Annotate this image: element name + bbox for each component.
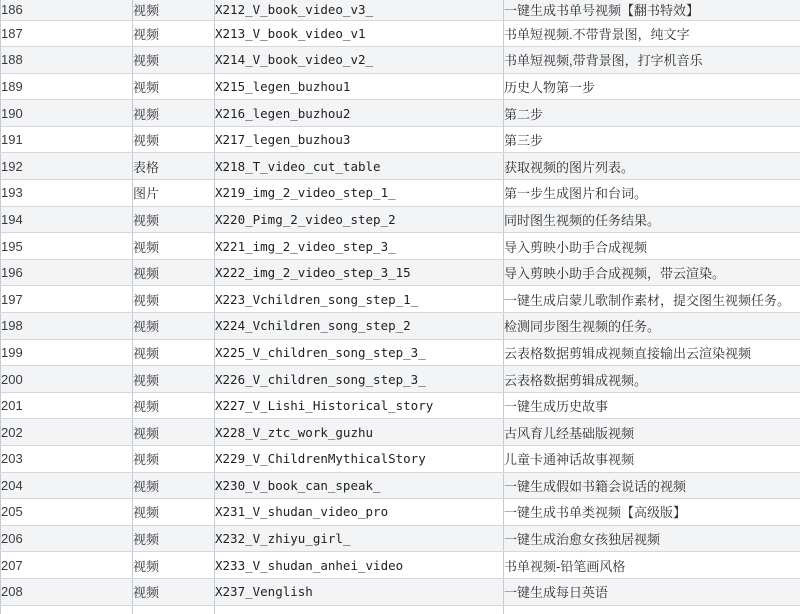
row-number-cell[interactable]: 189 [1,73,133,100]
table-row [1,180,800,207]
description-cell[interactable]: 一键生成书单号视频【翻书特效】 [504,0,800,20]
code-cell[interactable]: X222_img_2_video_step_3_15 [215,259,504,286]
row-number-cell[interactable]: 197 [1,286,133,313]
type-cell[interactable]: 视频 [133,259,215,286]
type-cell[interactable]: 视频 [133,100,215,127]
code-cell[interactable]: X212_V_book_video_v3_ [215,0,504,20]
code-cell[interactable]: X226_V_children_song_step_3_ [215,366,504,393]
code-cell[interactable]: X229_V_ChildrenMythicalStory [215,446,504,473]
description-cell[interactable]: 一键生成启蒙儿歌制作素材，提交图生视频任务。 [504,286,800,313]
table-row [1,286,800,313]
table-row [1,552,800,579]
code-cell[interactable]: X215_legen_buzhou1 [215,73,504,100]
code-cell[interactable]: X230_V_book_can_speak_ [215,472,504,499]
table-row [1,259,800,286]
table-row [1,100,800,127]
row-number-cell[interactable]: 193 [1,180,133,207]
description-cell[interactable]: 同时图生视频的任务结果。 [504,206,800,233]
type-cell[interactable]: 视频 [133,47,215,74]
code-cell[interactable]: X221_img_2_video_step_3_ [215,233,504,260]
row-number-cell[interactable]: 196 [1,259,133,286]
table-row [1,73,800,100]
table-row [1,0,800,20]
row-number-cell[interactable] [1,605,133,614]
description-cell[interactable]: 获取视频的图片列表。 [504,153,800,180]
type-cell[interactable]: 视频 [133,446,215,473]
type-cell[interactable] [133,605,215,614]
row-number-cell[interactable]: 190 [1,100,133,127]
table-row [1,366,800,393]
table-row [1,499,800,526]
type-cell[interactable]: 视频 [133,20,215,47]
row-number-cell[interactable]: 204 [1,472,133,499]
table-row [1,446,800,473]
code-cell[interactable]: X216_legen_buzhou2 [215,100,504,127]
description-cell[interactable]: 检测同步图生视频的任务。 [504,313,800,340]
type-cell[interactable]: 视频 [133,126,215,153]
description-cell[interactable]: 导入剪映小助手合成视频 [504,233,800,260]
row-number-cell[interactable]: 203 [1,446,133,473]
code-cell[interactable]: X218_T_video_cut_table [215,153,504,180]
table-row [1,339,800,366]
row-number-cell[interactable]: 187 [1,20,133,47]
code-cell[interactable]: X231_V_shudan_video_pro [215,499,504,526]
row-number-cell[interactable]: 188 [1,47,133,74]
description-cell[interactable] [504,605,800,614]
row-number-cell[interactable]: 195 [1,233,133,260]
description-cell[interactable]: 儿童卡通神话故事视频 [504,446,800,473]
description-cell[interactable]: 一键生成每日英语 [504,578,800,605]
type-cell[interactable]: 视频 [133,578,215,605]
type-cell[interactable]: 视频 [133,472,215,499]
description-cell[interactable]: 一键生成假如书籍会说话的视频 [504,472,800,499]
description-cell[interactable]: 古风育儿经基础版视频 [504,419,800,446]
row-number-cell[interactable]: 199 [1,339,133,366]
table-row [1,20,800,47]
description-cell[interactable]: 书单视频-铅笔画风格 [504,552,800,579]
description-cell[interactable]: 第二步 [504,100,800,127]
row-number-cell[interactable]: 207 [1,552,133,579]
row-number-cell[interactable]: 202 [1,419,133,446]
table-body [1,0,800,605]
description-cell[interactable]: 一键生成治愈女孩独居视频 [504,525,800,552]
table-row [1,392,800,419]
code-cell[interactable]: X227_V_Lishi_Historical_story [215,392,504,419]
type-cell[interactable]: 视频 [133,392,215,419]
table-body-overflow [1,605,800,614]
description-cell[interactable]: 一键生成书单类视频【高级版】 [504,499,800,526]
row-number-cell[interactable]: 205 [1,499,133,526]
code-cell[interactable]: X220_Pimg_2_video_step_2 [215,206,504,233]
code-cell[interactable]: X237_Venglish [215,578,504,605]
type-cell[interactable]: 视频 [133,366,215,393]
table-row [1,206,800,233]
type-cell[interactable]: 视频 [133,286,215,313]
type-cell[interactable]: 视频 [133,0,215,20]
type-cell[interactable]: 视频 [133,339,215,366]
code-cell[interactable]: X214_V_book_video_v2_ [215,47,504,74]
type-cell[interactable]: 视频 [133,313,215,340]
code-cell[interactable]: X232_V_zhiyu_girl_ [215,525,504,552]
row-number-cell[interactable]: 186 [1,0,133,20]
type-cell[interactable]: 视频 [133,552,215,579]
table-row [1,419,800,446]
description-cell[interactable]: 第三步 [504,126,800,153]
code-cell[interactable]: X225_V_children_song_step_3_ [215,339,504,366]
type-cell[interactable]: 图片 [133,180,215,207]
code-cell[interactable]: X213_V_book_video_v1 [215,20,504,47]
code-cell[interactable]: X228_V_ztc_work_guzhu [215,419,504,446]
code-cell[interactable] [215,605,504,614]
table-row [1,525,800,552]
code-cell[interactable]: X219_img_2_video_step_1_ [215,180,504,207]
type-cell[interactable]: 视频 [133,499,215,526]
type-cell[interactable]: 表格 [133,153,215,180]
type-cell[interactable]: 视频 [133,525,215,552]
row-number-cell[interactable]: 198 [1,313,133,340]
description-cell[interactable]: 书单短视频.不带背景图，纯文字 [504,20,800,47]
row-number-cell[interactable]: 208 [1,578,133,605]
table-row [1,233,800,260]
table-row [1,153,800,180]
code-cell[interactable]: X233_V_shudan_anhei_video [215,552,504,579]
row-number-cell[interactable]: 206 [1,525,133,552]
table-row [1,578,800,605]
table-row [1,47,800,74]
description-cell[interactable]: 云表格数据剪辑成视频直接输出云渲染视频 [504,339,800,366]
code-cell[interactable]: X217_legen_buzhou3 [215,126,504,153]
code-cell[interactable]: X223_Vchildren_song_step_1_ [215,286,504,313]
type-cell[interactable]: 视频 [133,206,215,233]
table-row [1,126,800,153]
table-row [1,472,800,499]
type-cell[interactable]: 视频 [133,419,215,446]
row-number-cell[interactable]: 192 [1,153,133,180]
table-row [1,313,800,340]
description-cell[interactable]: 第一步生成图片和台词。 [504,180,800,207]
row-number-cell[interactable]: 201 [1,392,133,419]
description-cell[interactable]: 云表格数据剪辑成视频。 [504,366,800,393]
description-cell[interactable]: 导入剪映小助手合成视频，带云渲染。 [504,259,800,286]
row-number-cell[interactable]: 194 [1,206,133,233]
type-cell[interactable]: 视频 [133,73,215,100]
description-cell[interactable]: 历史人物第一步 [504,73,800,100]
row-number-cell[interactable]: 200 [1,366,133,393]
description-cell[interactable]: 一键生成历史故事 [504,392,800,419]
type-cell[interactable]: 视频 [133,233,215,260]
table-row-partial [1,605,800,614]
description-cell[interactable]: 书单短视频,带背景图，打字机音乐 [504,47,800,74]
code-cell[interactable]: X224_Vchildren_song_step_2 [215,313,504,340]
row-number-cell[interactable]: 191 [1,126,133,153]
